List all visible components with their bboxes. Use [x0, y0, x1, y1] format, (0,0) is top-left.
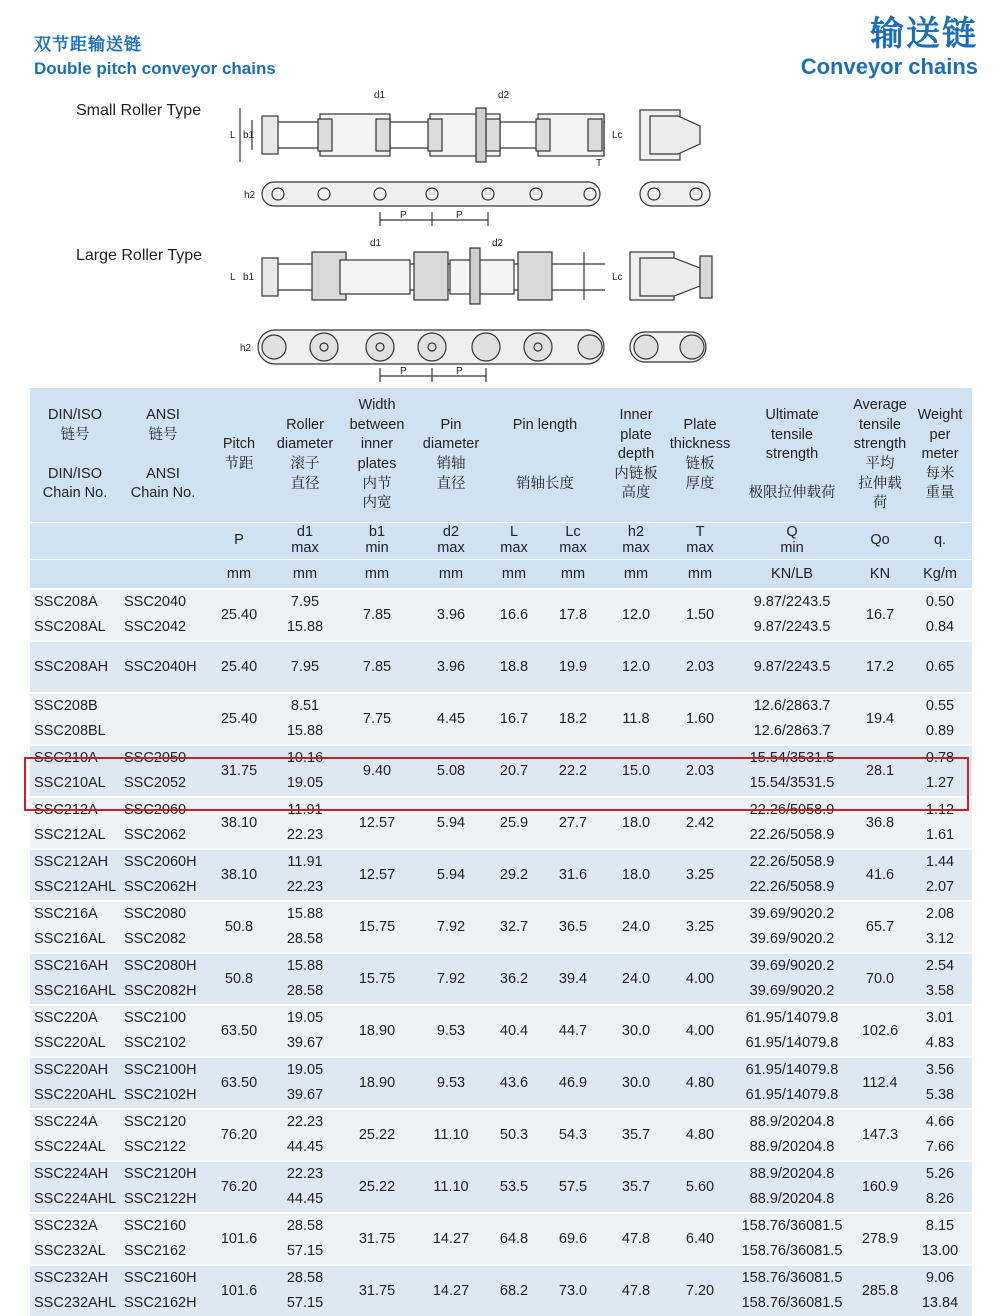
l-cell: 20.7 [486, 745, 542, 797]
l-cell: 18.8 [486, 641, 542, 693]
weight-cell: 8.15 13.00 [908, 1213, 972, 1265]
ansi-cell: SSC2040 SSC2042 [120, 589, 206, 641]
sym-qo: Qo [852, 523, 908, 560]
pitch-cell: 101.6 [206, 1213, 272, 1265]
unit: Kg/m [908, 560, 972, 590]
t-cell: 5.60 [668, 1161, 732, 1213]
pin-cell: 5.94 [416, 849, 486, 901]
h2-cell: 12.0 [604, 641, 668, 693]
l-cell: 68.2 [486, 1265, 542, 1316]
unit: mm [542, 560, 604, 590]
pin-cell: 14.27 [416, 1213, 486, 1265]
avg-cell: 112.4 [852, 1057, 908, 1109]
avg-cell: 147.3 [852, 1109, 908, 1161]
ansi-cell [120, 693, 206, 745]
avg-cell: 36.8 [852, 797, 908, 849]
l-cell: 25.9 [486, 797, 542, 849]
pin-cell: 11.10 [416, 1109, 486, 1161]
din-cell: SSC212A SSC212AL [30, 797, 120, 849]
h2-cell: 12.0 [604, 589, 668, 641]
din-cell: SSC208B SSC208BL [30, 693, 120, 745]
roller-cell: 8.51 15.88 [272, 693, 338, 745]
l-cell: 16.6 [486, 589, 542, 641]
dim-T: T [596, 158, 603, 169]
roller-cell: 11.91 22.23 [272, 797, 338, 849]
l-cell: 36.2 [486, 953, 542, 1005]
small-roller-label: Small Roller Type [76, 102, 202, 119]
din-cell: SSC208AH [30, 641, 120, 693]
width-cell: 9.40 [338, 745, 416, 797]
sym-b1: b1 min [338, 523, 416, 560]
page-subtitle [34, 30, 276, 79]
sym-h2: h2 max [604, 523, 668, 560]
avg-cell: 17.2 [852, 641, 908, 693]
unit: mm [604, 560, 668, 590]
pitch-cell: 63.50 [206, 1005, 272, 1057]
h2-cell: 30.0 [604, 1057, 668, 1109]
table-row [30, 1161, 972, 1213]
avg-cell: 28.1 [852, 745, 908, 797]
width-cell: 12.57 [338, 849, 416, 901]
l-cell: 32.7 [486, 901, 542, 953]
tensile-cell: 9.87/2243.5 [732, 641, 852, 693]
table-row [30, 1213, 972, 1265]
pitch-cell: 25.40 [206, 589, 272, 641]
width-cell: 31.75 [338, 1265, 416, 1316]
weight-cell: 1.12 1.61 [908, 797, 972, 849]
lc-cell: 22.2 [542, 745, 604, 797]
pin-cell: 7.92 [416, 953, 486, 1005]
width-cell: 7.85 [338, 589, 416, 641]
lc-cell: 69.6 [542, 1213, 604, 1265]
dim-d1-large: d1 [370, 238, 382, 249]
col-weight: Weight per meter 每米 重量 [908, 388, 972, 523]
din-cell: SSC216A SSC216AL [30, 901, 120, 953]
dim-Lc: Lc [612, 130, 623, 141]
pitch-cell: 50.8 [206, 953, 272, 1005]
dim-P-large-1: P [400, 366, 407, 377]
lc-cell: 44.7 [542, 1005, 604, 1057]
ansi-cell: SSC2080 SSC2082 [120, 901, 206, 953]
unit: KN/LB [732, 560, 852, 590]
width-cell: 18.90 [338, 1057, 416, 1109]
ansi-cell: SSC2050 SSC2052 [120, 745, 206, 797]
tensile-cell: 88.9/20204.8 88.9/20204.8 [732, 1161, 852, 1213]
pin-cell: 4.45 [416, 693, 486, 745]
unit: KN [852, 560, 908, 590]
roller-cell: 28.58 57.15 [272, 1213, 338, 1265]
dim-b1-large: b1 [243, 272, 255, 283]
table-row [30, 693, 972, 745]
weight-cell: 0.50 0.84 [908, 589, 972, 641]
l-cell: 16.7 [486, 693, 542, 745]
dim-L-large: L [230, 272, 236, 283]
t-cell: 4.80 [668, 1109, 732, 1161]
l-cell: 64.8 [486, 1213, 542, 1265]
sym-d1: d1 max [272, 523, 338, 560]
dim-d2-large: d2 [492, 238, 504, 249]
l-cell: 53.5 [486, 1161, 542, 1213]
table-row [30, 1057, 972, 1109]
t-cell: 2.42 [668, 797, 732, 849]
l-cell: 40.4 [486, 1005, 542, 1057]
table-row [30, 953, 972, 1005]
t-cell: 1.60 [668, 693, 732, 745]
lc-cell: 73.0 [542, 1265, 604, 1316]
ansi-cell: SSC2160H SSC2162H [120, 1265, 206, 1316]
pitch-cell: 63.50 [206, 1057, 272, 1109]
pin-cell: 3.96 [416, 589, 486, 641]
unit: mm [338, 560, 416, 590]
roller-cell: 15.88 28.58 [272, 901, 338, 953]
dim-P-large-2: P [456, 366, 463, 377]
tensile-cell: 22.26/5058.9 22.26/5058.9 [732, 797, 852, 849]
h2-cell: 30.0 [604, 1005, 668, 1057]
roller-cell: 7.95 [272, 641, 338, 693]
t-cell: 2.03 [668, 641, 732, 693]
width-cell: 15.75 [338, 901, 416, 953]
roller-cell: 22.23 44.45 [272, 1161, 338, 1213]
page-title [801, 14, 978, 80]
pitch-cell: 31.75 [206, 745, 272, 797]
ansi-cell: SSC2100 SSC2102 [120, 1005, 206, 1057]
col-width: Width between inner plates 内节 内宽 [338, 388, 416, 523]
roller-cell: 19.05 39.67 [272, 1057, 338, 1109]
h2-cell: 15.0 [604, 745, 668, 797]
sym-lc: Lc max [542, 523, 604, 560]
dim-P-2: P [456, 210, 463, 221]
unit: mm [272, 560, 338, 590]
tensile-cell: 158.76/36081.5 158.76/36081.5 [732, 1265, 852, 1316]
table-row [30, 849, 972, 901]
t-cell: 6.40 [668, 1213, 732, 1265]
table-row [30, 797, 972, 849]
col-plate: Plate thickness 链板 厚度 [668, 388, 732, 523]
unit: mm [416, 560, 486, 590]
lc-cell: 19.9 [542, 641, 604, 693]
pitch-cell: 25.40 [206, 641, 272, 693]
pin-cell: 5.08 [416, 745, 486, 797]
col-inner-plate: Inner plate depth 内链板 高度 [604, 388, 668, 523]
din-cell: SSC216AH SSC216AHL [30, 953, 120, 1005]
pitch-cell: 76.20 [206, 1161, 272, 1213]
sym-w: q. [908, 523, 972, 560]
subtitle-en: Double pitch conveyor chains [34, 59, 276, 78]
pin-cell: 11.10 [416, 1161, 486, 1213]
ansi-cell: SSC2100H SSC2102H [120, 1057, 206, 1109]
lc-cell: 17.8 [542, 589, 604, 641]
ansi-cell: SSC2060 SSC2062 [120, 797, 206, 849]
table-row [30, 901, 972, 953]
unit: mm [486, 560, 542, 590]
tensile-cell: 39.69/9020.2 39.69/9020.2 [732, 901, 852, 953]
t-cell: 2.03 [668, 745, 732, 797]
weight-cell: 0.65 [908, 641, 972, 693]
roller-cell: 10.16 19.05 [272, 745, 338, 797]
roller-cell: 11.91 22.23 [272, 849, 338, 901]
roller-cell: 28.58 57.15 [272, 1265, 338, 1316]
avg-cell: 19.4 [852, 693, 908, 745]
roller-cell: 15.88 28.58 [272, 953, 338, 1005]
weight-cell: 1.44 2.07 [908, 849, 972, 901]
lc-cell: 57.5 [542, 1161, 604, 1213]
h2-cell: 24.0 [604, 901, 668, 953]
tensile-cell: 15.54/3531.5 15.54/3531.5 [732, 745, 852, 797]
ansi-cell: SSC2060H SSC2062H [120, 849, 206, 901]
lc-cell: 27.7 [542, 797, 604, 849]
weight-cell: 3.01 4.83 [908, 1005, 972, 1057]
tensile-cell: 9.87/2243.5 9.87/2243.5 [732, 589, 852, 641]
col-ansi: ANSI 链号 ANSI Chain No. [120, 388, 206, 523]
sym-q: Q min [732, 523, 852, 560]
din-cell: SSC208A SSC208AL [30, 589, 120, 641]
avg-cell: 65.7 [852, 901, 908, 953]
dim-b1: b1 [243, 130, 255, 141]
h2-cell: 18.0 [604, 849, 668, 901]
lc-cell: 31.6 [542, 849, 604, 901]
t-cell: 7.20 [668, 1265, 732, 1316]
weight-cell: 5.26 8.26 [908, 1161, 972, 1213]
pitch-cell: 76.20 [206, 1109, 272, 1161]
table-row [30, 1109, 972, 1161]
unit: mm [206, 560, 272, 590]
weight-cell: 3.56 5.38 [908, 1057, 972, 1109]
tensile-cell: 22.26/5058.9 22.26/5058.9 [732, 849, 852, 901]
lc-cell: 18.2 [542, 693, 604, 745]
dim-L: L [230, 130, 236, 141]
lc-cell: 46.9 [542, 1057, 604, 1109]
col-pitch: Pitch 节距 [206, 388, 272, 523]
pin-cell: 14.27 [416, 1265, 486, 1316]
h2-cell: 35.7 [604, 1161, 668, 1213]
ansi-cell: SSC2160 SSC2162 [120, 1213, 206, 1265]
tensile-cell: 61.95/14079.8 61.95/14079.8 [732, 1057, 852, 1109]
dim-P-1: P [400, 210, 407, 221]
table-body [30, 589, 972, 1316]
tensile-cell: 39.69/9020.2 39.69/9020.2 [732, 953, 852, 1005]
sym-d2: d2 max [416, 523, 486, 560]
tensile-cell: 158.76/36081.5 158.76/36081.5 [732, 1213, 852, 1265]
width-cell: 7.75 [338, 693, 416, 745]
roller-cell: 7.95 15.88 [272, 589, 338, 641]
tensile-cell: 12.6/2863.7 12.6/2863.7 [732, 693, 852, 745]
table-row [30, 589, 972, 641]
l-cell: 29.2 [486, 849, 542, 901]
lc-cell: 54.3 [542, 1109, 604, 1161]
dim-Lc-large: Lc [612, 272, 623, 283]
units-row [30, 560, 972, 590]
col-pin-length: Pin length 销轴长度 [486, 388, 604, 523]
chain-diagram [200, 86, 740, 386]
pitch-cell: 38.10 [206, 849, 272, 901]
ansi-cell: SSC2120 SSC2122 [120, 1109, 206, 1161]
weight-cell: 0.78 1.27 [908, 745, 972, 797]
title-en: Conveyor chains [800, 54, 978, 79]
t-cell: 1.50 [668, 589, 732, 641]
avg-cell: 70.0 [852, 953, 908, 1005]
table-row [30, 745, 972, 797]
ansi-cell: SSC2040H [120, 641, 206, 693]
table-row [30, 641, 972, 693]
title-cn: 输送链 [870, 15, 978, 53]
l-cell: 43.6 [486, 1057, 542, 1109]
h2-cell: 18.0 [604, 797, 668, 849]
din-cell: SSC232AH SSC232AHL [30, 1265, 120, 1316]
unit: mm [668, 560, 732, 590]
table-row [30, 1005, 972, 1057]
pitch-cell: 38.10 [206, 797, 272, 849]
tensile-cell: 88.9/20204.8 88.9/20204.8 [732, 1109, 852, 1161]
col-ultimate: Ultimate tensile strength 极限拉伸载荷 [732, 388, 852, 523]
din-cell: SSC220A SSC220AL [30, 1005, 120, 1057]
din-cell: SSC224AH SSC224AHL [30, 1161, 120, 1213]
avg-cell: 285.8 [852, 1265, 908, 1316]
col-din: DIN/ISO 链号 DIN/ISO Chain No. [30, 388, 120, 523]
avg-cell: 278.9 [852, 1213, 908, 1265]
avg-cell: 102.6 [852, 1005, 908, 1057]
ansi-cell: SSC2080H SSC2082H [120, 953, 206, 1005]
lc-cell: 39.4 [542, 953, 604, 1005]
h2-cell: 47.8 [604, 1213, 668, 1265]
width-cell: 15.75 [338, 953, 416, 1005]
t-cell: 3.25 [668, 849, 732, 901]
roller-cell: 22.23 44.45 [272, 1109, 338, 1161]
weight-cell: 2.54 3.58 [908, 953, 972, 1005]
sym-p: P [206, 523, 272, 560]
h2-cell: 24.0 [604, 953, 668, 1005]
sym-t: T max [668, 523, 732, 560]
sym-l: L max [486, 523, 542, 560]
h2-cell: 35.7 [604, 1109, 668, 1161]
col-roller: Roller diameter 滚子 直径 [272, 388, 338, 523]
t-cell: 4.80 [668, 1057, 732, 1109]
pitch-cell: 50.8 [206, 901, 272, 953]
h2-cell: 11.8 [604, 693, 668, 745]
col-average: Average tensile strength 平均 拉伸载荷 [852, 388, 908, 523]
dim-h2: h2 [244, 190, 256, 201]
pin-cell: 5.94 [416, 797, 486, 849]
dim-d2: d2 [498, 90, 510, 101]
pin-cell: 7.92 [416, 901, 486, 953]
din-cell: SSC220AH SSC220AHL [30, 1057, 120, 1109]
roller-cell: 19.05 39.67 [272, 1005, 338, 1057]
avg-cell: 160.9 [852, 1161, 908, 1213]
t-cell: 4.00 [668, 1005, 732, 1057]
width-cell: 31.75 [338, 1213, 416, 1265]
weight-cell: 0.55 0.89 [908, 693, 972, 745]
width-cell: 25.22 [338, 1161, 416, 1213]
avg-cell: 41.6 [852, 849, 908, 901]
pitch-cell: 101.6 [206, 1265, 272, 1316]
weight-cell: 9.06 13.84 [908, 1265, 972, 1316]
weight-cell: 2.08 3.12 [908, 901, 972, 953]
pin-cell: 9.53 [416, 1057, 486, 1109]
t-cell: 3.25 [668, 901, 732, 953]
h2-cell: 47.8 [604, 1265, 668, 1316]
pin-cell: 9.53 [416, 1005, 486, 1057]
din-cell: SSC210A SSC210AL [30, 745, 120, 797]
pitch-cell: 25.40 [206, 693, 272, 745]
large-roller-label: Large Roller Type [76, 247, 202, 264]
width-cell: 25.22 [338, 1109, 416, 1161]
pin-cell: 3.96 [416, 641, 486, 693]
din-cell: SSC224A SSC224AL [30, 1109, 120, 1161]
width-cell: 7.85 [338, 641, 416, 693]
avg-cell: 16.7 [852, 589, 908, 641]
dim-d1: d1 [374, 90, 386, 101]
width-cell: 18.90 [338, 1005, 416, 1057]
din-cell: SSC232A SSC232AL [30, 1213, 120, 1265]
col-pin: Pin diameter 销轴 直径 [416, 388, 486, 523]
din-cell: SSC212AH SSC212AHL [30, 849, 120, 901]
width-cell: 12.57 [338, 797, 416, 849]
spec-table [30, 388, 972, 1316]
dim-h1-large: h2 [240, 343, 252, 354]
t-cell: 4.00 [668, 953, 732, 1005]
lc-cell: 36.5 [542, 901, 604, 953]
subtitle-cn: 双节距输送链 [34, 35, 142, 54]
l-cell: 50.3 [486, 1109, 542, 1161]
tensile-cell: 61.95/14079.8 61.95/14079.8 [732, 1005, 852, 1057]
weight-cell: 4.66 7.66 [908, 1109, 972, 1161]
ansi-cell: SSC2120H SSC2122H [120, 1161, 206, 1213]
